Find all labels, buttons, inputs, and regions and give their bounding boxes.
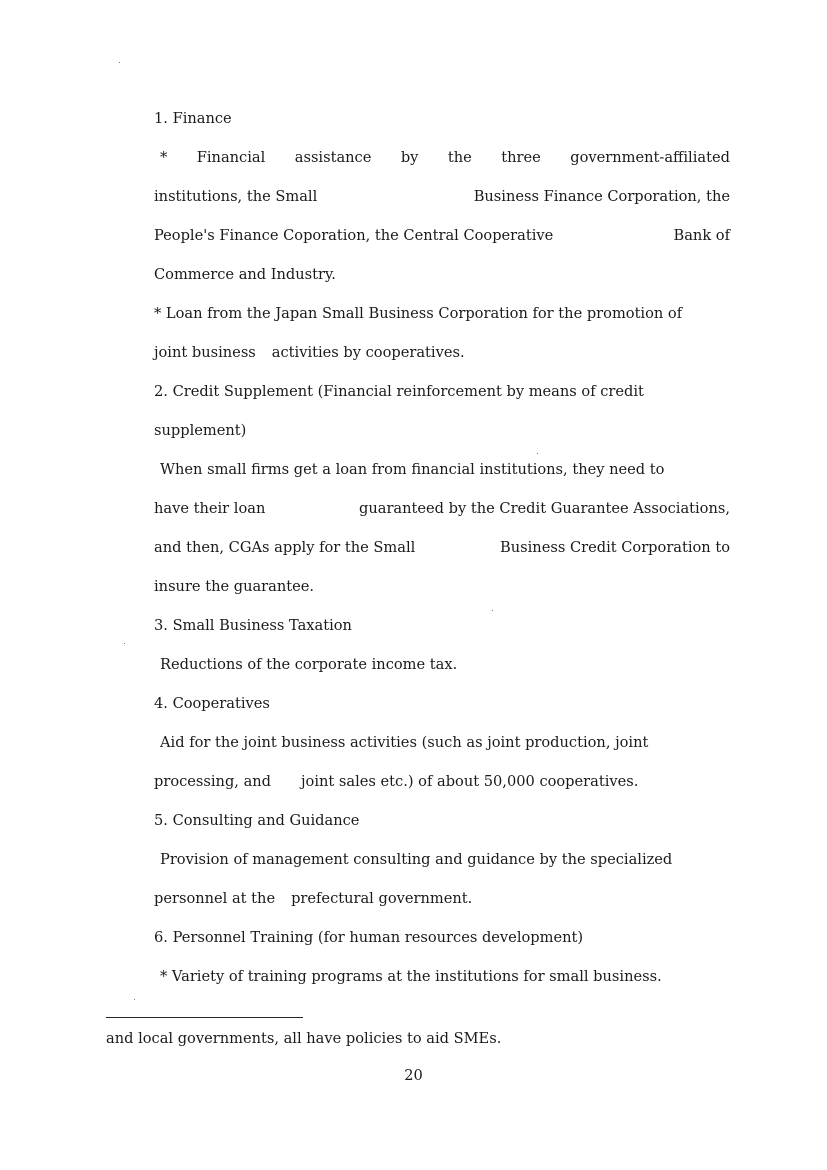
section-heading-cooperatives: 4. Cooperatives	[154, 695, 270, 712]
page-number: 20	[404, 1067, 423, 1084]
finance-bullet2-line2	[154, 343, 730, 382]
text-run: activities by cooperatives.	[271, 344, 465, 361]
finance-bullet1-line1	[154, 148, 730, 187]
text-run: have their loan	[154, 500, 266, 517]
scan-speck	[134, 999, 135, 1000]
cooperatives-para-line1: Aid for the joint business activities (such as joint production, joint	[160, 734, 649, 751]
scan-speck	[124, 643, 125, 644]
text-run: guaranteed by the Credit Guarantee Associations,	[359, 500, 730, 517]
text-run: processing, and	[154, 773, 272, 790]
section-heading-consulting: 5. Consulting and Guidance	[154, 812, 360, 829]
section-heading-training: 6. Personnel Training (for human resources development)	[154, 929, 584, 946]
finance-bullet1-line3	[154, 226, 730, 265]
taxation-para-line1: Reductions of the corporate income tax.	[160, 656, 458, 673]
text-run: and then, CGAs apply for the Small	[154, 539, 416, 556]
credit-para-line4: insure the guarantee.	[154, 578, 315, 595]
section-heading-credit: 2. Credit Supplement (Financial reinforcement by means of credit	[154, 383, 644, 400]
bullet-word: three	[501, 149, 541, 166]
finance-bullet1-line4: Commerce and Industry.	[154, 266, 336, 283]
finance-bullet1-line2	[154, 187, 730, 226]
page-body	[154, 109, 730, 1006]
cooperatives-para-line2	[154, 772, 730, 811]
bullet-word: the	[447, 149, 472, 166]
section-heading-finance: 1. Finance	[154, 110, 232, 127]
bullet-word: by	[400, 149, 419, 166]
scan-speck	[537, 453, 538, 454]
section-heading-credit-cont: supplement)	[154, 422, 247, 439]
bullet-word: *	[160, 149, 168, 166]
scan-speck	[492, 610, 493, 611]
bullet-word: Financial	[196, 149, 266, 166]
consulting-para-line1: Provision of management consulting and guidance by the specialized	[160, 851, 673, 868]
text-run: joint sales etc.) of about 50,000 cooperatives.	[301, 773, 639, 790]
text-run: institutions, the Small	[154, 188, 318, 205]
text-run: People's Finance Coporation, the Central Cooperative	[154, 227, 554, 244]
text-run: joint business	[154, 344, 256, 361]
text-run: prefectural government.	[291, 890, 473, 907]
text-run: Business Finance Corporation, the	[473, 188, 730, 205]
credit-para-line2	[154, 499, 730, 538]
footnote-text: and local governments, all have policies to aid SMEs.	[106, 1030, 502, 1047]
bullet-word: government-affiliated	[570, 149, 730, 166]
consulting-para-line2	[154, 889, 730, 928]
text-run: Business Credit Corporation to	[500, 539, 730, 556]
text-run: personnel at the	[154, 890, 276, 907]
section-heading-taxation: 3. Small Business Taxation	[154, 617, 352, 634]
credit-para-line3	[154, 538, 730, 577]
credit-para-line1: When small firms get a loan from financial institutions, they need to	[160, 461, 665, 478]
footnote-divider	[106, 1017, 303, 1018]
finance-bullet2-line1: * Loan from the Japan Small Business Corporation for the promotion of	[154, 305, 683, 322]
training-para-line1: * Variety of training programs at the institutions for small business.	[160, 968, 662, 985]
bullet-word: assistance	[294, 149, 372, 166]
text-run: Bank of	[673, 227, 730, 244]
scan-speck	[119, 62, 120, 63]
